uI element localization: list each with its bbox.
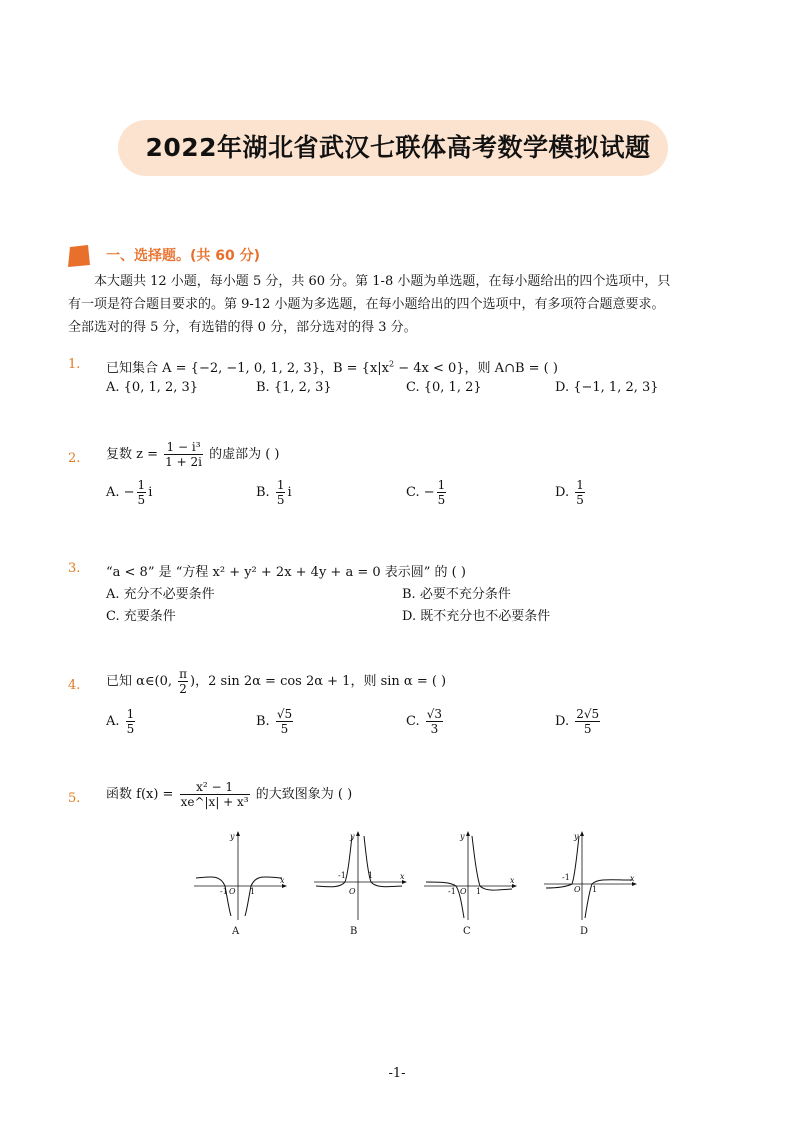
q2-option-b-label: B. bbox=[256, 485, 270, 500]
fraction-numerator: 1 bbox=[126, 707, 135, 721]
origin-label: O bbox=[229, 887, 236, 896]
question-number: 1. bbox=[68, 357, 81, 372]
fraction-numerator: √3 bbox=[426, 707, 443, 721]
neg-one-label: -1 bbox=[448, 887, 456, 896]
origin-label: O bbox=[460, 887, 467, 896]
fraction-denominator: 5 bbox=[126, 722, 135, 736]
q2-option-a-fraction bbox=[137, 478, 147, 507]
q4-option-b-label: B. bbox=[256, 714, 270, 729]
neg-one-label: -1 bbox=[338, 871, 346, 880]
fraction-denominator: xe^|x| + x³ bbox=[180, 795, 249, 809]
q2-fraction bbox=[164, 440, 203, 469]
axis-y-label: y bbox=[460, 832, 465, 841]
q3-option-c: C. 充要条件 bbox=[106, 609, 176, 624]
q2-option-c bbox=[406, 478, 448, 507]
q4-option-b bbox=[256, 707, 295, 736]
axis-x-label: x bbox=[630, 874, 635, 883]
axis-y-label: y bbox=[230, 832, 235, 841]
question-number: 5. bbox=[68, 791, 81, 806]
one-label: 1 bbox=[476, 887, 482, 896]
fraction-numerator: 1 bbox=[137, 478, 146, 492]
q4-prefix: 已知 α∈(0, bbox=[106, 674, 177, 689]
q4-option-a-fraction bbox=[126, 707, 136, 736]
one-label: 1 bbox=[368, 871, 374, 880]
page-title: 2022年湖北省武汉七联体高考数学模拟试题 bbox=[145, 133, 651, 162]
intro-line-2: 有一项是符合题目要求的。第 9-12 小题为多选题，在每小题给出的四个选项中，有多项符合题意要求。 bbox=[68, 297, 665, 312]
q4-option-a bbox=[106, 707, 137, 736]
graph-option-a bbox=[192, 830, 288, 922]
axis-x-label: x bbox=[400, 872, 405, 881]
fraction-denominator: 3 bbox=[430, 722, 439, 736]
axis-y-label: y bbox=[574, 832, 579, 841]
q2-option-c-fraction bbox=[437, 478, 447, 507]
q3-option-b: B. 必要不充分条件 bbox=[402, 587, 511, 602]
section-intro bbox=[68, 270, 734, 339]
q2-denominator: 1 + 2i bbox=[165, 455, 202, 469]
fraction-denominator: 5 bbox=[576, 493, 584, 507]
q4-option-d-fraction bbox=[575, 707, 600, 736]
question-5-stem bbox=[106, 780, 352, 809]
fraction-denominator: 5 bbox=[583, 722, 592, 736]
graph-c-label: C bbox=[463, 926, 471, 937]
q1-set-b-pre: ，B = {x|x bbox=[319, 361, 389, 376]
graph-a-label: A bbox=[232, 926, 240, 937]
intro-line-3: 全部选对的得 5 分，有选错的得 0 分，部分选对的得 3 分。 bbox=[68, 320, 417, 335]
fraction-denominator: 5 bbox=[276, 493, 285, 507]
q2-option-a bbox=[106, 478, 152, 507]
q3-option-a: A. 充分不必要条件 bbox=[106, 587, 215, 602]
graph-d-label: D bbox=[580, 926, 589, 937]
section-marker-icon bbox=[68, 245, 90, 267]
q4-option-d-label: D. bbox=[555, 714, 570, 729]
q1-option-a: A. {0, 1, 2, 3} bbox=[106, 380, 199, 395]
q4-pi-fraction bbox=[178, 667, 188, 696]
page-number: -1- bbox=[388, 1066, 406, 1081]
fraction-numerator: 2√5 bbox=[576, 707, 600, 721]
one-label: 1 bbox=[250, 887, 256, 896]
q5-fraction bbox=[180, 780, 250, 809]
question-number: 2. bbox=[68, 451, 81, 466]
origin-label: O bbox=[349, 887, 356, 896]
q4-option-c bbox=[406, 707, 445, 736]
question-3-stem: “a < 8” 是 “方程 x² + y² + 2x + 4y + a = 0 表示圆” 的 ( ) bbox=[106, 565, 466, 580]
q5-prefix: 函数 f(x) = bbox=[106, 787, 178, 802]
q4-option-a-label: A. bbox=[106, 714, 120, 729]
q4-suffix: )，2 sin 2α = cos 2α + 1，则 sin α = ( ) bbox=[190, 674, 447, 689]
one-label: 1 bbox=[592, 885, 598, 894]
fraction-denominator: 5 bbox=[280, 722, 289, 736]
imaginary-unit: i bbox=[148, 485, 153, 500]
fraction-denominator: 5 bbox=[437, 493, 446, 507]
fraction-numerator: π bbox=[179, 667, 188, 681]
question-number: 3. bbox=[68, 561, 81, 576]
question-4-stem bbox=[106, 667, 446, 696]
axis-x-label: x bbox=[280, 876, 285, 885]
q2-option-a-label: A. − bbox=[106, 485, 135, 500]
fraction-numerator: 1 bbox=[276, 478, 285, 492]
q2-option-d-fraction bbox=[575, 478, 585, 507]
q1-option-b: B. {1, 2, 3} bbox=[256, 380, 332, 395]
origin-label: O bbox=[574, 885, 581, 894]
q2-option-d bbox=[555, 478, 587, 507]
q2-option-b-fraction bbox=[276, 478, 286, 507]
fraction-numerator: x² − 1 bbox=[180, 780, 250, 795]
q2-suffix: 的虚部为 ( ) bbox=[204, 447, 280, 462]
graph-option-c bbox=[422, 830, 518, 922]
q1-set-a: A = {−2, −1, 0, 1, 2, 3} bbox=[162, 361, 320, 376]
q1-set-b-post: − 4x < 0}，则 A∩B = ( ) bbox=[394, 361, 558, 376]
axis-x-label: x bbox=[510, 876, 515, 885]
fraction-numerator: √5 bbox=[276, 707, 293, 721]
q4-option-d bbox=[555, 707, 602, 736]
q2-prefix: 复数 z = bbox=[106, 447, 163, 462]
fraction-denominator: 2 bbox=[179, 682, 187, 696]
fraction-numerator: 1 bbox=[437, 478, 446, 492]
section-title: 一、选择题。(共 60 分) bbox=[106, 248, 261, 264]
q5-suffix: 的大致图象为 ( ) bbox=[251, 787, 353, 802]
neg-one-label: -1 bbox=[562, 873, 570, 882]
q4-option-c-fraction bbox=[426, 707, 443, 736]
q3-option-d: D. 既不充分也不必要条件 bbox=[402, 609, 551, 624]
fraction-denominator: 5 bbox=[137, 493, 146, 507]
q4-option-b-fraction bbox=[276, 707, 293, 736]
q4-option-c-label: C. bbox=[406, 714, 420, 729]
graph-option-d bbox=[542, 830, 638, 922]
intro-line-1: 本大题共 12 小题，每小题 5 分，共 60 分。第 1-8 小题为单选题，在每小题给出的四个选项中，只 bbox=[94, 274, 671, 289]
q1-prefix: 已知集合 bbox=[106, 361, 163, 376]
q2-option-b bbox=[256, 478, 292, 507]
imaginary-unit: i bbox=[287, 485, 292, 500]
fraction-numerator: 1 bbox=[576, 478, 584, 492]
neg-one-label: -1 bbox=[220, 887, 228, 896]
question-number: 4. bbox=[68, 678, 81, 693]
q2-option-d-label: D. bbox=[555, 485, 570, 500]
graph-b-label: B bbox=[350, 926, 358, 937]
question-2-stem bbox=[106, 440, 279, 469]
q1-option-d: D. {−1, 1, 2, 3} bbox=[555, 380, 659, 395]
q2-numerator: 1 − i³ bbox=[164, 440, 203, 455]
q2-option-c-label: C. − bbox=[406, 485, 435, 500]
question-1-stem: 已知集合 A = {−2, −1, 0, 1, 2, 3}，$B = \{x|x^2 - 4x < 0\}$，则 A∩B = ( ) bbox=[106, 359, 558, 376]
graph-option-b bbox=[312, 830, 408, 922]
q1-option-c: C. {0, 1, 2} bbox=[406, 380, 482, 395]
axis-y-label: y bbox=[350, 832, 355, 841]
